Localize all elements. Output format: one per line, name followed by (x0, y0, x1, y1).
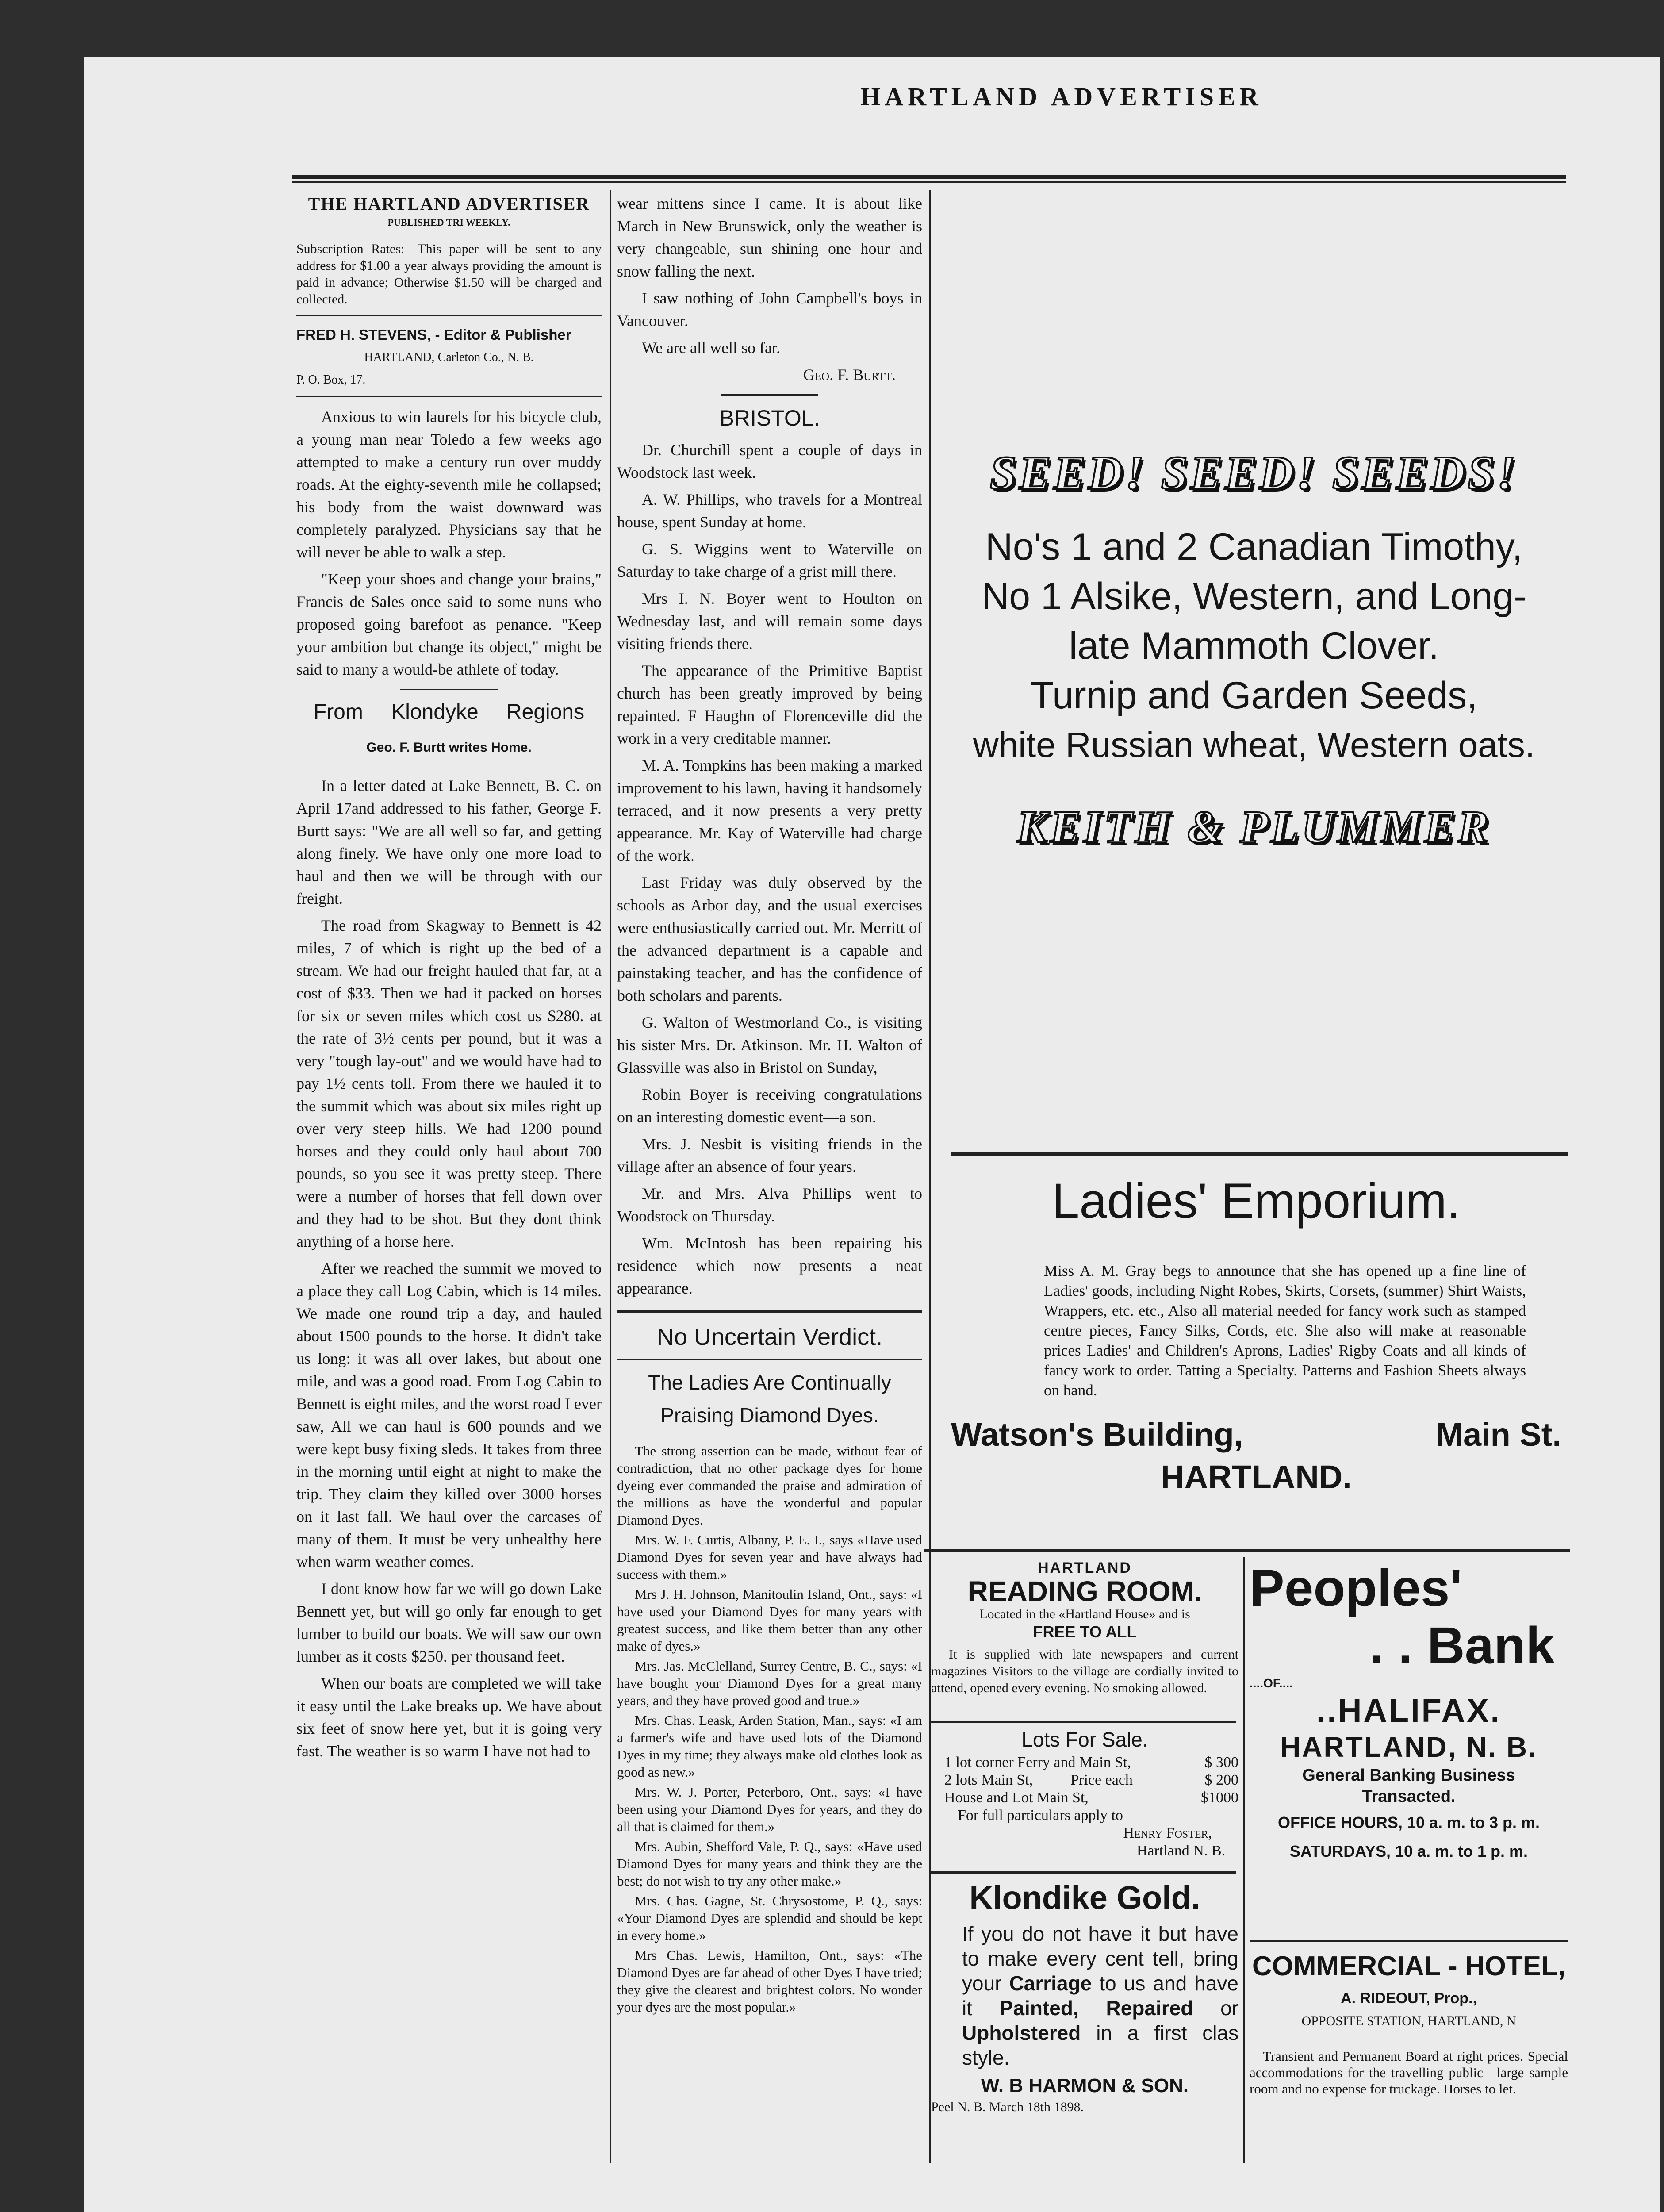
bank-halifax: ..HALIFAX. (1316, 1692, 1502, 1729)
emporium-title: Ladies' Emporium. (1052, 1173, 1461, 1229)
dyes-testimonial-1: Mrs. W. F. Curtis, Albany, P. E. I., says «Have used Diamond Dyes for seven year and have always had success with them.» (617, 1532, 922, 1582)
bristol-item-5: The appearance of the Primitive Baptist church has been greatly improved by being repainted. F Haughn of Florenceville did the work in a very creditable manner. (617, 662, 922, 747)
rule (931, 1871, 1236, 1874)
hotel-opposite: OPPOSITE STATION, HARTLAND, N (1301, 2014, 1516, 2028)
dyes-testimonial-2: Mrs J. H. Johnson, Manitoulin Island, Ont., says: «I have used your Diamond Dyes for many years with greatest success, and like them better than any other make of dyes.» (617, 1586, 922, 1654)
dyes-testimonial-4: Mrs. Chas. Leask, Arden Station, Man., says: «I am a farmer's wife and have used lots of the Diamond Dyes in my time; they always make old clothes look as good as new.» (617, 1713, 922, 1780)
peoples-bank-ad (1250, 1559, 1568, 1865)
dyes-testimonial-8: Mrs Chas. Lewis, Hamilton, Ont., says: «The Diamond Dyes are far ahead of other Dyes I have tried; they give the clearest and brightest colors. No wonder your dyes are the most popular.» (617, 1947, 922, 2015)
location-line: HARTLAND, Carleton Co., N. B. (364, 350, 534, 364)
rule (617, 1310, 922, 1313)
klondike-gold-title: Klondike Gold. (969, 1879, 1200, 1916)
seed-line-1: No's 1 and 2 Canadian Timothy, (985, 526, 1523, 568)
bristol-item-4: Mrs I. N. Boyer went to Houlton on Wednesday last, and will remain some days visiting friends there. (617, 590, 922, 653)
lot-3-price: $1000 (1201, 1790, 1238, 1806)
bristol-item-10: Mrs. J. Nesbit is visiting friends in the village after an absence of four years. (617, 1135, 922, 1175)
dyes-testimonial-5: Mrs. W. J. Porter, Peterboro, Ont., says: «I have been using your Diamond Dyes for years, and they do all that is claimed for them.» (617, 1784, 922, 1834)
bank-of: ....OF.... (1250, 1676, 1293, 1690)
kg-body-a: If you do not have it but have to make every cent tell, bring your (962, 1922, 1238, 1995)
emporium-town: HARTLAND. (1161, 1459, 1352, 1495)
verdict-title: No Uncertain Verdict. (656, 1324, 883, 1350)
bicycle-paragraph: Anxious to win laurels for his bicycle club, a young man near Toledo a few weeks ago attempted to make a century run over muddy roads. At the eighty-seventh mile he collapsed; his body from the waist downward was completely paralyzed. Physicians say that he will never be able to walk a step. (296, 408, 602, 561)
seed-firm: KEITH & PLUMMER (1016, 802, 1491, 853)
klondyke-subtitle: Geo. F. Burtt writes Home. (366, 740, 532, 755)
klondyke-para-1: In a letter dated at Lake Bennett, B. C. on April 17and addressed to his father, George F. Burtt says: "We are all well so far, and getting along finely. We have only one more load to haul and then we will be through with our freight. (296, 777, 602, 907)
seed-line-3: late Mammoth Clover. (1069, 625, 1439, 667)
column-divider-2 (929, 190, 931, 2163)
column-divider-1 (610, 190, 611, 2163)
bank-bank: . . Bank (1369, 1617, 1555, 1675)
kg-painted: Painted, Repaired (999, 1997, 1193, 2020)
bristol-item-11: Mr. and Mrs. Alva Phillips went to Woodstock on Thursday. (617, 1185, 922, 1225)
bristol-item-8: G. Walton of Westmorland Co., is visiting his sister Mrs. Dr. Atkinson. Mr. H. Walton of Glassville was also in Bristol on Sunday, (617, 1014, 922, 1076)
masthead: HARTLAND ADVERTISER (860, 82, 1263, 111)
bank-general: General Banking Business (1302, 1766, 1515, 1785)
bank-transacted: Transacted. (1362, 1787, 1456, 1806)
seed-line-2: No 1 Alsike, Western, and Long- (982, 575, 1526, 618)
bristol-item-6: M. A. Tompkins has been making a marked improvement to his lawn, having it handsomely terraced, and it now presents a very pretty appearance. Mr. Kay of Waterville had charge of the work. (617, 757, 922, 864)
lower-ads-top-rule (924, 1549, 1570, 1552)
bristol-item-3: G. S. Wiggins went to Waterville on Saturday to take charge of a grist mill there. (617, 540, 922, 580)
rule (931, 1721, 1236, 1723)
bristol-item-2: A. W. Phillips, who travels for a Montreal house, spent Sunday at home. (617, 491, 922, 531)
rule (617, 1359, 922, 1360)
klondyke-title: From Klondyke Regions (313, 700, 585, 724)
lots-contact-place: Hartland N. B. (1136, 1843, 1225, 1859)
bank-hours: OFFICE HOURS, 10 a. m. to 3 p. m. (1277, 1813, 1540, 1832)
bristol-item-7: Last Friday was duly observed by the schools as Arbor day, and the usual exercises were enthusiastically carried out. Mr. Merritt of the advanced department is a capable and painstaking teacher, and has the confidence of both scholars and parents. (617, 874, 922, 1004)
seed-line-5: white Russian wheat, Western oats. (973, 725, 1535, 764)
reading-room-top: HARTLAND (1038, 1559, 1132, 1576)
klondike-gold-body (962, 1921, 1238, 2070)
published-note: PUBLISHED TRI WEEKLY. (387, 217, 510, 228)
rule (296, 396, 602, 397)
dyes-para-1: The strong assertion can be made, without fear of contradiction, that no other package dyes for home dyeing ever commanded the praise and admiration of the millions as have the wonderful and popular Diamond Dyes. (617, 1443, 922, 1528)
letter-campbell: I saw nothing of John Campbell's boys in Vancouver. (617, 289, 922, 330)
commercial-hotel-ad (1250, 1949, 1568, 2097)
seed-line-4: Turnip and Garden Seeds, (1030, 674, 1478, 717)
klondike-gold-firm: W. B HARMON & SON. (981, 2075, 1189, 2097)
lower-ads-divider (1243, 1557, 1245, 2163)
emporium-body: Miss A. M. Gray begs to announce that she has opened up a fine line of Ladies' goods, including Night Robes, Skirts, Corsets, (summer) Shirt Waists, Wrappers, etc. etc., Also all material needed for fancy work such as stamped centre pieces, Fancy Silks, Cords, etc. She also will make at reasonable prices Ladies' and Children's Aprons, Ladies' Rigby Coats and all kinds of fancy work to order. Tatting a Specialty. Patterns and Fashion Sheets always on hand. (1044, 1262, 1526, 1399)
klondyke-para-3: After we reached the summit we moved to a place they call Log Cabin, which is 14 miles. We made one round trip a day, and hauled about 1500 pounds to the horse. It didn't take us long: it was all over lakes, but about one mile, and was a good road. From Log Cabin to Bennett is eight miles, and the worst road I ever saw, All we can haul is 600 pounds and we were kept busy fixing sleds. It takes from three in the morning until eight at night to make the trip. They claim they killed over 3000 horses on it last fall. We haul over the carcases of many of them. It must be very unhealthy here when warm weather comes. (296, 1260, 602, 1571)
kg-carriage: Carriage (1009, 1972, 1092, 1995)
diamond-dyes-article (617, 1442, 922, 2016)
kg-body-c: in a first clas style. (962, 2021, 1238, 2069)
emporium-address-row (942, 1413, 1570, 1456)
hotel-prop: A. RIDEOUT, Prop., (1341, 1990, 1477, 2007)
lot-2-desc: 2 lots Main St, Price each (944, 1772, 1133, 1788)
lot-2-price: $ 200 (1204, 1772, 1238, 1788)
klondyke-para-5: When our boats are completed we will take it easy until the Lake breaks up. We have about six feet of snow here yet, but it is going very fast. The weather is so warm I have not had to (296, 1674, 602, 1760)
letter-continued: wear mittens since I came. It is about like March in New Brunswick, only the weather is very changeable, sun shining one hour and snow falling the next. (617, 195, 922, 280)
bristol-item-1: Dr. Churchill spent a couple of days in Woodstock last week. (617, 441, 922, 481)
letter-well: We are all well so far. (642, 339, 780, 357)
reading-room-body: It is supplied with late newspapers and current magazines Visitors to the village are cordially invited to attend, opened every evening. No smoking allowed. (931, 1647, 1238, 1695)
bristol-item-12: Wm. McIntosh has been repairing his residence which now presents a neat appearance. (617, 1234, 922, 1297)
column-2 (617, 192, 922, 2018)
lots-title: Lots For Sale. (1021, 1728, 1148, 1751)
dyes-testimonial-3: Mrs. Jas. McClelland, Surrey Centre, B. C., says: «I have bought your Diamond Dyes for a great many years, and they have proved good and true.» (617, 1658, 922, 1708)
reading-room-title: READING ROOM. (967, 1575, 1202, 1607)
lot-1-desc: 1 lot corner Ferry and Main St, (944, 1754, 1131, 1770)
kg-or: or (1220, 1997, 1239, 2020)
bank-peoples: Peoples' (1250, 1559, 1462, 1617)
lots-for-sale-ad (931, 1725, 1238, 1860)
lot-row-1 (931, 1754, 1238, 1771)
subscription-rates: Subscription Rates:—This paper will be sent to any address for $1.00 a year always providing the amount is paid in advance; Otherwise $1.50 will be charged and collected. (296, 242, 602, 307)
short-rule (721, 394, 818, 396)
seed-advertisement (936, 442, 1572, 858)
seed-headline: SEED! SEED! SEEDS! (989, 447, 1518, 499)
rule (296, 315, 602, 316)
emporium-top-rule (951, 1152, 1568, 1156)
lots-contact-name: Henry Foster, (1123, 1825, 1212, 1841)
paper-name: THE HARTLAND ADVERTISER (308, 194, 590, 214)
emporium-street: Main St. (1436, 1416, 1561, 1453)
bristol-title: BRISTOL. (719, 406, 820, 430)
masthead-rule (292, 175, 1566, 179)
column-1 (296, 192, 602, 1767)
po-box: P. O. Box, 17. (296, 373, 366, 387)
klondike-gold-date: Peel N. B. March 18th 1898. (931, 2100, 1084, 2114)
shoes-paragraph: "Keep your shoes and change your brains," Francis de Sales once said to some nuns who proposed going barefoot as penance. "Keep your ambition but change its object," might be said to many a would-be athlete of today. (296, 570, 602, 678)
lots-apply: For full particulars apply to (958, 1807, 1123, 1824)
kg-body-b: to us and have it (962, 1972, 1239, 2020)
letter-signature: Geo. F. Burtt. (803, 366, 896, 384)
lot-row-3 (931, 1789, 1238, 1807)
dyes-testimonial-6: Mrs. Aubin, Shefford Vale, P. Q., says: «Have used Diamond Dyes for many years and think they are the best; do not wish to try any other make.» (617, 1839, 922, 1889)
reading-room-located: Located in the «Hartland House» and is (979, 1607, 1190, 1621)
editor-line: FRED H. STEVENS, - Editor & Publisher (296, 326, 571, 343)
klondyke-para-4: I dont know how far we will go down Lake Bennett yet, but will go only far enough to get lumber to build our boats. We will saw our own lumber as it costs $250. per thousand feet. (296, 1580, 602, 1665)
rule (1250, 1940, 1568, 1942)
lot-row-2 (931, 1771, 1238, 1789)
hotel-name: COMMERCIAL - HOTEL, (1252, 1951, 1566, 1982)
dyes-testimonial-7: Mrs. Chas. Gagne, St. Chrysostome, P. Q., says: «Your Diamond Dyes are splendid and should be kept in every home.» (617, 1893, 922, 1943)
lot-1-price: $ 300 (1204, 1754, 1238, 1770)
bristol-item-9: Robin Boyer is receiving congratulations on an interesting domestic event—a son. (617, 1086, 922, 1126)
masthead-rule-thin (292, 181, 1566, 183)
kg-upholstered: Upholstered (962, 2021, 1081, 2044)
short-rule (400, 689, 498, 690)
hotel-body: Transient and Permanent Board at right prices. Special accommodations for the travelling public—large sample room and no expense for truckage. Horses to let. (1250, 2048, 1568, 2097)
lot-3-desc: House and Lot Main St, (944, 1790, 1089, 1806)
bank-place: HARTLAND, N. B. (1280, 1731, 1537, 1763)
verdict-subtitle: The Ladies Are Continually Praising Diamond Dyes. (648, 1371, 891, 1427)
klondike-gold-ad (931, 1878, 1238, 2115)
bank-saturdays: SATURDAYS, 10 a. m. to 1 p. m. (1289, 1842, 1528, 1860)
reading-room-free: FREE TO ALL (1033, 1623, 1137, 1641)
klondyke-para-2: The road from Skagway to Bennett is 42 miles, 7 of which is right up the bed of a stream. We had our freight hauled that far, at a cost of $33. Then we had it packed on horses for six or seven miles which cost us $280. at the rate of 3½ cents per pound, but it was a very "tough lay-out" and we would have had to pay 1½ cents toll. From there we hauled it to the summit which was about six miles right up over very steep hills. We had 1200 pound horses and they could only haul about 700 pounds, so you see it was pretty steep. There were a number of horses that fell down over and they had to be shot. But they dont think anything of a horse here. (296, 917, 602, 1250)
emporium-advertisement (942, 1159, 1570, 1498)
reading-room-ad (931, 1559, 1238, 1697)
emporium-building: Watson's Building, (951, 1416, 1243, 1453)
